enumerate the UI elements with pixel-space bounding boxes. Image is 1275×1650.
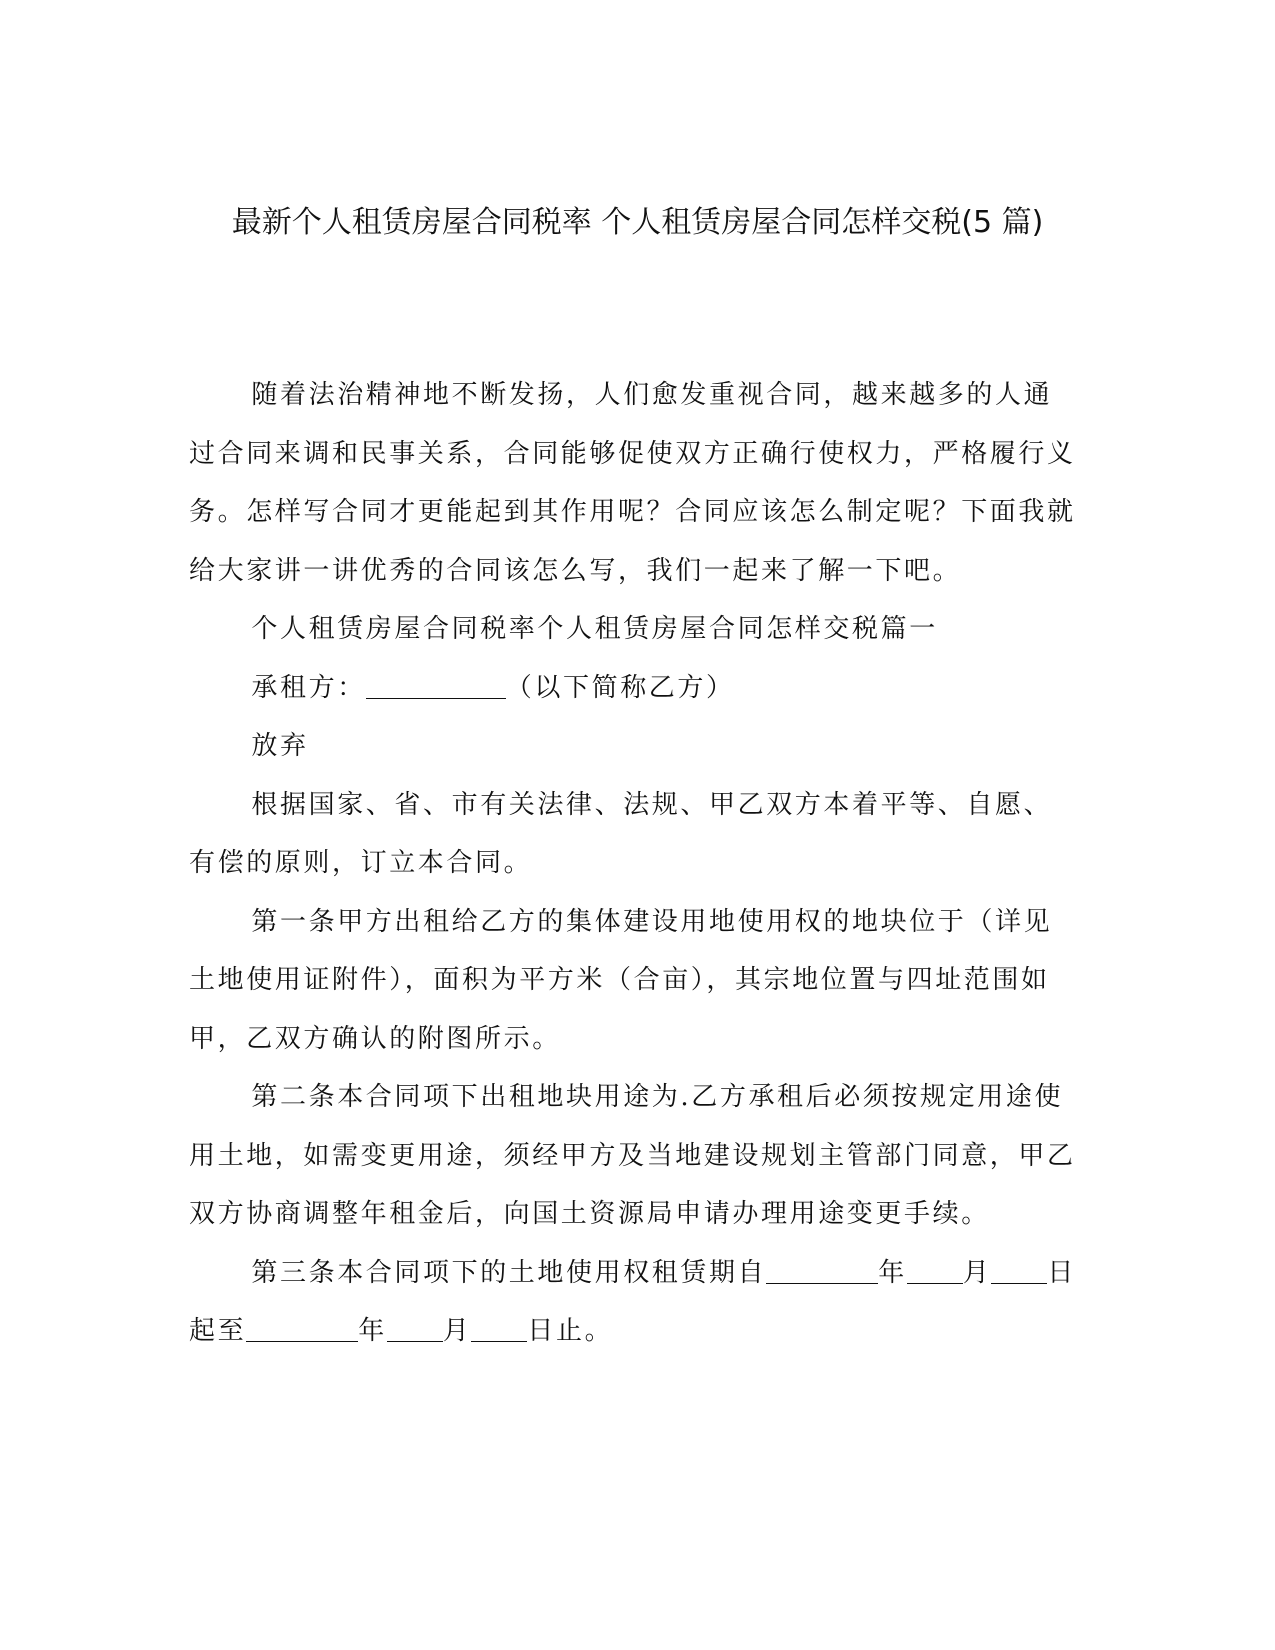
lessee-suffix: （以下简称乙方） (505, 672, 735, 703)
end-day-label: 日止。 (527, 1316, 614, 1346)
start-day-blank (991, 1255, 1047, 1283)
start-year-label: 年 (878, 1257, 907, 1288)
section-heading: 个人租赁房屋合同税率个人租赁房屋合同怎样交税篇一 (251, 614, 938, 644)
article-2: 第二条本合同项下出租地块用途为.乙方承租后必须按规定用途使用土地，如需变更用途，须经甲方及当地建设规划主管部门同意，甲乙双方协商调整年租金后，向国土资源局申请办理用途变更手续。 (189, 1082, 1076, 1229)
article-3 (189, 1244, 1079, 1361)
start-month-label: 月 (962, 1257, 992, 1288)
waive-line: 放弃 (251, 731, 309, 761)
end-year-blank (246, 1314, 358, 1342)
lessee-label: 承租方： (251, 672, 366, 703)
article-1: 第一条甲方出租给乙方的集体建设用地使用权的地块位于（详见土地使用证附件），面积为平方米（合亩），其宗地位置与四址范围如甲，乙双方确认的附图所示。 (189, 906, 1053, 1054)
document-body (189, 366, 1079, 1361)
article-3-prefix: 第三条本合同项下的土地使用权租赁期自 (251, 1257, 767, 1288)
end-month-label: 月 (442, 1316, 472, 1346)
end-month-blank (387, 1314, 443, 1342)
start-month-blank (907, 1255, 963, 1283)
end-year-label: 年 (358, 1316, 387, 1346)
start-day-label: 日起至 (189, 1257, 1077, 1346)
lessee-line (189, 659, 1079, 718)
start-year-blank (766, 1255, 878, 1283)
end-day-blank (471, 1314, 527, 1342)
principle-paragraph: 根据国家、省、市有关法律、法规、甲乙双方本着平等、自愿、有偿的原则，订立本合同。 (189, 789, 1053, 878)
document-title: 最新个人租赁房屋合同税率 个人租赁房屋合同怎样交税(5 篇) (231, 205, 1044, 240)
lessee-blank (366, 670, 506, 698)
intro-paragraph: 随着法治精神地不断发扬，人们愈发重视合同，越来越多的人通过合同来调和民事关系，合同能够促使双方正确行使权力，严格履行义务。怎样写合同才更能起到其作用呢？合同应该怎么制定呢？下面我就给大家讲一讲优秀的合同该怎么写，我们一起来了解一下吧。 (189, 380, 1076, 586)
